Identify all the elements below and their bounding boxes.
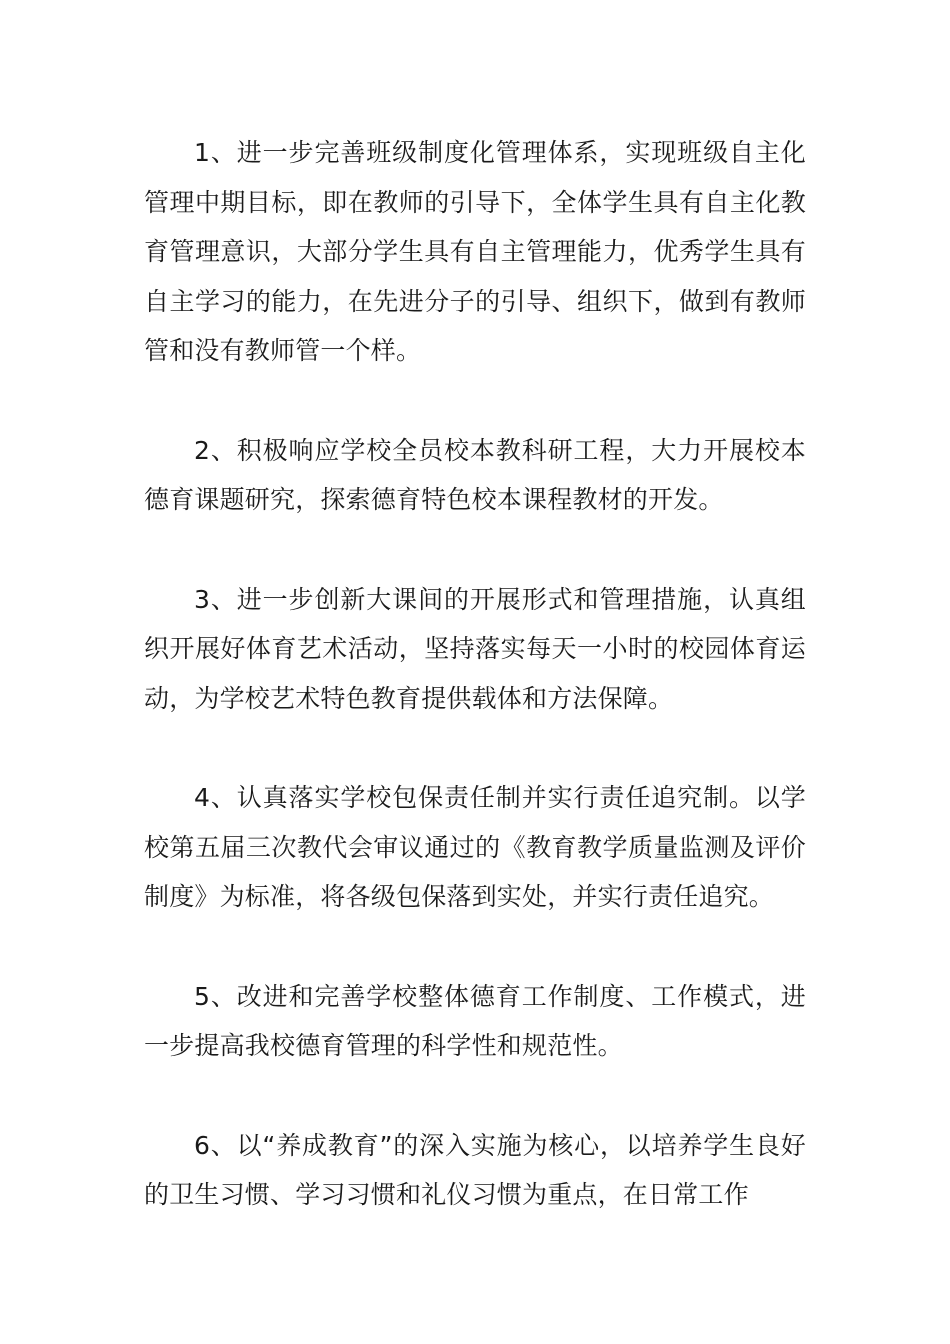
paragraph-6: 6、以“养成教育”的深入实施为核心，以培养学生良好的卫生习惯、学习习惯和礼仪习惯为重点，在日常工作 xyxy=(144,1130,806,1209)
document-body xyxy=(144,128,806,1270)
paragraph-3: 3、进一步创新大课间的开展形式和管理措施，认真组织开展好体育艺术活动，坚持落实每天一小时的校园体育运动，为学校艺术特色教育提供载体和方法保障。 xyxy=(144,584,806,713)
paragraph-4: 4、认真落实学校包保责任制并实行责任追究制。以学校第五届三次教代会审议通过的《教育教学质量监测及评价制度》为标准，将各级包保落到实处，并实行责任追究。 xyxy=(144,783,806,911)
paragraph-1: 1、进一步完善班级制度化管理体系，实现班级自主化管理中期目标，即在教师的引导下，全体学生具有自主化教育管理意识，大部分学生具有自主管理能力，优秀学生具有自主学习的能力，在先进分子的引导、组织下，做到有教师管和没有教师管一个样。 xyxy=(144,138,806,365)
paragraph-5: 5、改进和完善学校整体德育工作制度、工作模式，进一步提高我校德育管理的科学性和规范性。 xyxy=(144,981,806,1060)
paragraph-2: 2、积极响应学校全员校本教科研工程，大力开展校本德育课题研究，探索德育特色校本课程教材的开发。 xyxy=(144,435,806,514)
